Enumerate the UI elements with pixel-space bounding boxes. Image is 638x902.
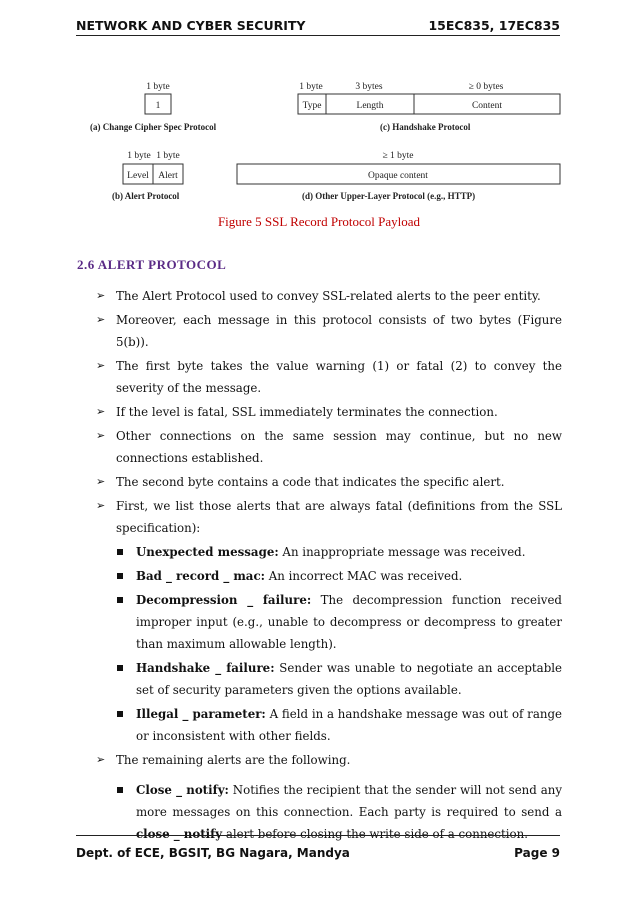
arrow-bullet-icon: ➢ [96,499,106,512]
fig-d-caption: (d) Other Upper-Layer Protocol (e.g., HTTP) [302,191,476,201]
square-bullet-icon [117,787,123,793]
arrow-bullet-icon: ➢ [96,753,106,766]
fig-b-caption: (b) Alert Protocol [112,191,180,201]
square-bullet-icon [117,711,123,717]
arrow-bullet-icon: ➢ [96,289,106,302]
fig-a-caption: (a) Change Cipher Spec Protocol [90,122,217,132]
fig-b-cell-alert: Alert [158,171,178,181]
list-item: ➢ Other connections on the same session may continue, but no new connections established. [96,425,562,469]
fatal-alert-item: Handshake _ failure: Sender was unable to negotiate an acceptable set of security parameters given the options available. [96,657,562,701]
fig-b-size-label-2: 1 byte [156,151,180,161]
figure-title: Figure 5 SSL Record Protocol Payload [217,214,421,229]
arrow-bullet-icon: ➢ [96,429,106,442]
fig-d-cell: Opaque content [368,171,428,181]
fig-a-cell: 1 [155,101,161,111]
fig-b-cell-level: Level [127,171,149,181]
fatal-alert-item: Illegal _ parameter: A field in a handshake message was out of range or inconsistent with other fields. [96,703,562,747]
square-bullet-icon [117,549,123,555]
fig-c-caption: (c) Handshake Protocol [380,122,471,132]
fig-d-size-label: ≥ 1 byte [382,151,414,161]
section-heading: 2.6 ALERT PROTOCOL [77,257,227,272]
fig-c-size-label-1: 1 byte [299,82,323,92]
main-content [96,285,562,847]
list-item: ➢ If the level is fatal, SSL immediately terminates the connection. [96,401,562,423]
square-bullet-icon [117,665,123,671]
fig-a-size-label: 1 byte [146,82,170,92]
fatal-alert-item: Decompression _ failure: The decompression function received improper input (e.g., unable to decompress or decompress to greater than maximum allowable length). [96,589,562,655]
footer-department: Dept. of ECE, BGSIT, BG Nagara, Mandya [76,846,350,860]
fig-c-frame [298,94,560,114]
list-item: ➢ The second byte contains a code that indicates the specific alert. [96,471,562,493]
fig-c-size-label-3: ≥ 0 bytes [468,82,504,92]
footer-page-number: Page 9 [514,846,560,860]
list-item: ➢ Moreover, each message in this protocol consists of two bytes (Figure 5(b)). [96,309,562,353]
square-bullet-icon [117,573,123,579]
arrow-bullet-icon: ➢ [96,405,106,418]
fig-c-cell-content: Content [471,101,503,111]
fig-c-size-label-2: 3 bytes [355,82,383,92]
list-item: ➢ The remaining alerts are the following. [96,749,562,771]
arrow-bullet-icon: ➢ [96,313,106,326]
fatal-alert-item: Bad _ record _ mac: An incorrect MAC was received. [96,565,562,587]
fig-b-size-label-1: 1 byte [127,151,151,161]
remaining-alert-item: Close _ notify: Notifies the recipient that the sender will not send any more messages on this connection. Each party is required to send a close _ notify alert before closing the write side of a connection. [96,779,562,845]
arrow-bullet-icon: ➢ [96,359,106,372]
header-course-code: 15EC835, 17EC835 [428,18,560,33]
list-item: ➢ First, we list those alerts that are always fatal (definitions from the SSL specification): [96,495,562,539]
square-bullet-icon [117,597,123,603]
ssl-payload-figure [0,0,638,240]
list-item: ➢ The first byte takes the value warning (1) or fatal (2) to convey the severity of the message. [96,355,562,399]
fatal-alert-item: Unexpected message: An inappropriate message was received. [96,541,562,563]
fig-c-cell-length: Length [356,101,384,111]
list-item: ➢ The Alert Protocol used to convey SSL-related alerts to the peer entity. [96,285,562,307]
arrow-bullet-icon: ➢ [96,475,106,488]
header-title: NETWORK AND CYBER SECURITY [76,18,306,33]
fig-c-cell-type: Type [302,101,322,111]
page-footer [76,835,560,860]
